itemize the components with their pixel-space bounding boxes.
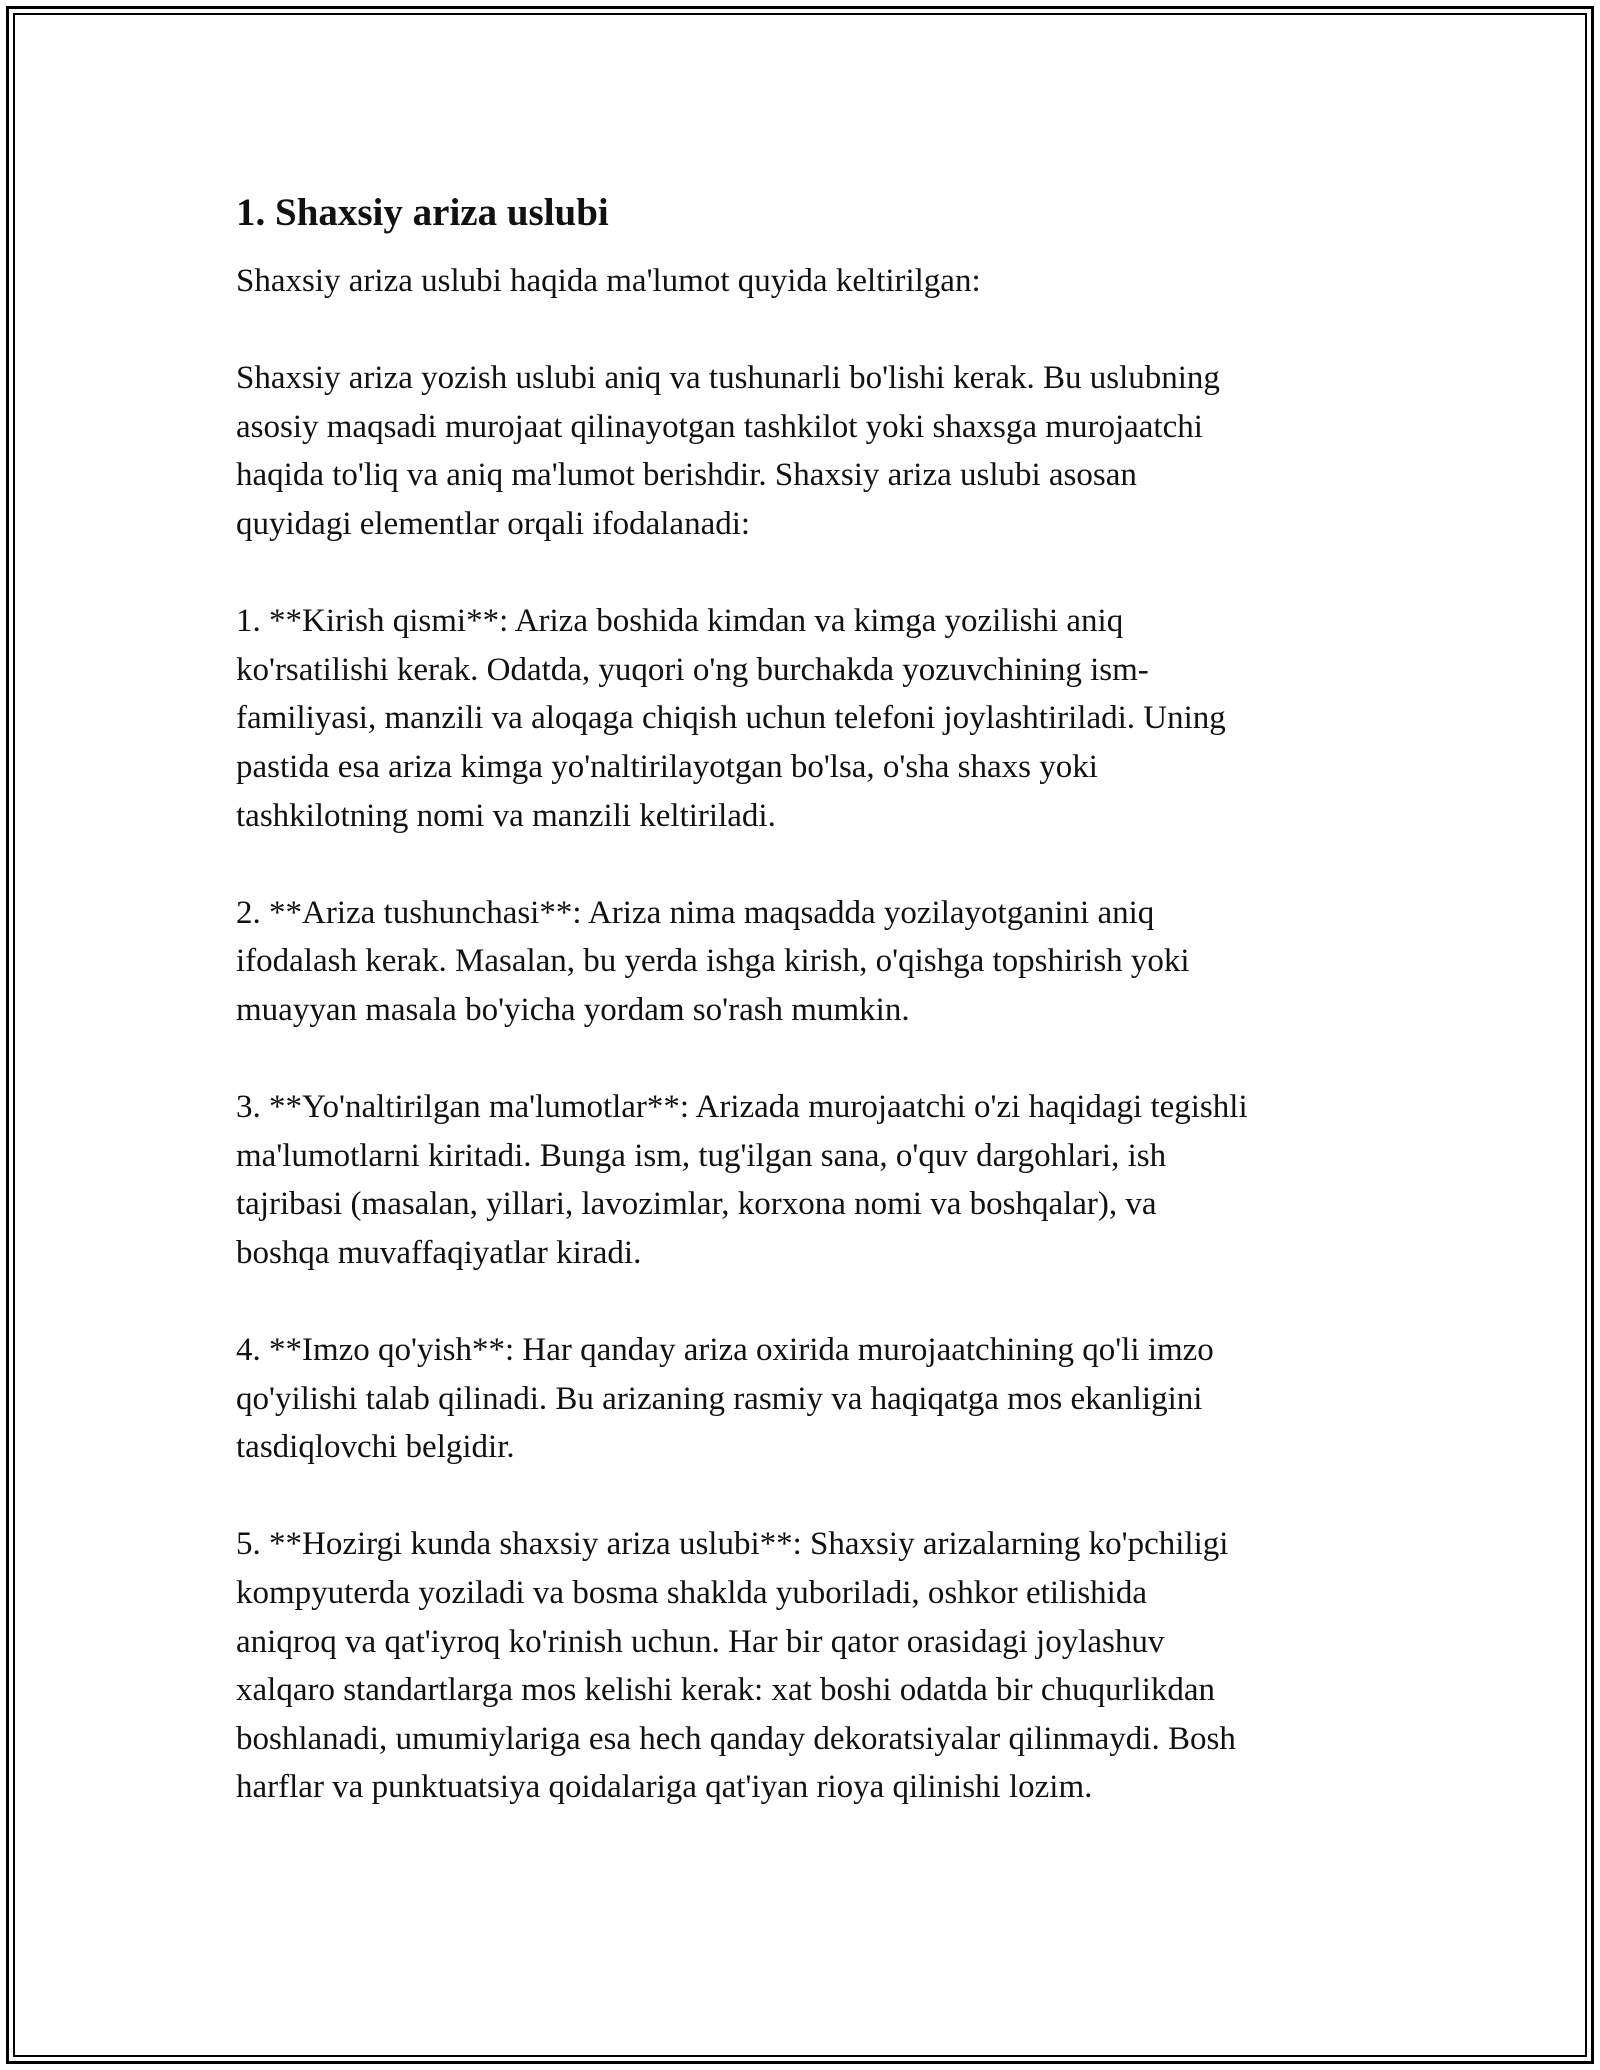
overview-paragraph: Shaxsiy ariza yozish uslubi aniq va tushunarli bo'lishi kerak. Bu uslubning asosiy maqsadi murojaat qilinayotgan tashkilot yoki shaxsga murojaatchi haqida to'liq va aniq ma'lumot berishdir. Shaxsiy ariza uslubi asosan quyidagi elementlar orqali ifodalanadi: <box>236 360 1220 542</box>
list-item-yonaltirilgan-malumotlar: 3. **Yo'naltirilgan ma'lumotlar**: Arizada murojaatchi o'zi haqidagi tegishli ma'lumotlarni kiritadi. Bunga ism, tug'ilgan sana, o'quv dargohlari, ish tajribasi (masalan, yillari, lavozimlar, korxona nomi va boshqalar), va boshqa muvaffaqiyatlar kiradi. <box>236 1089 1248 1271</box>
document-body <box>236 183 1386 1861</box>
list-item-hozirgi-kunda: 5. **Hozirgi kunda shaxsiy ariza uslubi**: Shaxsiy arizalarning ko'pchiligi kompyuterda yoziladi va bosma shaklda yuboriladi, oshkor etilishida aniqroq va qat'iyroq ko'rinish uchun. Har bir qator orasidagi joylashuv xalqaro standartlarga mos kelishi kerak: xat boshi odatda bir chuqurlikdan boshlanadi, umumiylariga esa hech qanday dekoratsiyalar qilinmaydi. Bosh harflar va punktuatsiya qoidalariga qat'iyan rioya qilinishi lozim. <box>236 1526 1236 1806</box>
intro-paragraph: Shaxsiy ariza uslubi haqida ma'lumot quyida keltirilgan: <box>236 263 981 299</box>
list-item-imzo-qoyish: 4. **Imzo qo'yish**: Har qanday ariza oxirida murojaatchining qo'li imzo qo'yilishi talab qilinadi. Bu arizaning rasmiy va haqiqatga mos ekanligini tasdiqlovchi belgidir. <box>236 1332 1214 1466</box>
document-title: 1. Shaxsiy ariza uslubi <box>236 191 609 234</box>
list-item-kirish-qismi: 1. **Kirish qismi**: Ariza boshida kimdan va kimga yozilishi aniq ko'rsatilishi kerak. Odatda, yuqori o'ng burchakda yozuvchining ism- familiyasi, manzili va aloqaga chiqish uchun telefoni joylashtiriladi. Uning pastida esa ariza kimga yo'naltirilayotgan bo'lsa, o'sha shaxs yoki tashkilotning nomi va manzili keltiriladi. <box>236 603 1226 834</box>
list-item-ariza-tushunchasi: 2. **Ariza tushunchasi**: Ariza nima maqsadda yozilayotganini aniq ifodalash kerak. Masalan, bu yerda ishga kirish, o'qishga topshirish yoki muayyan masala bo'yicha yordam so'rash mumkin. <box>236 894 1190 1028</box>
